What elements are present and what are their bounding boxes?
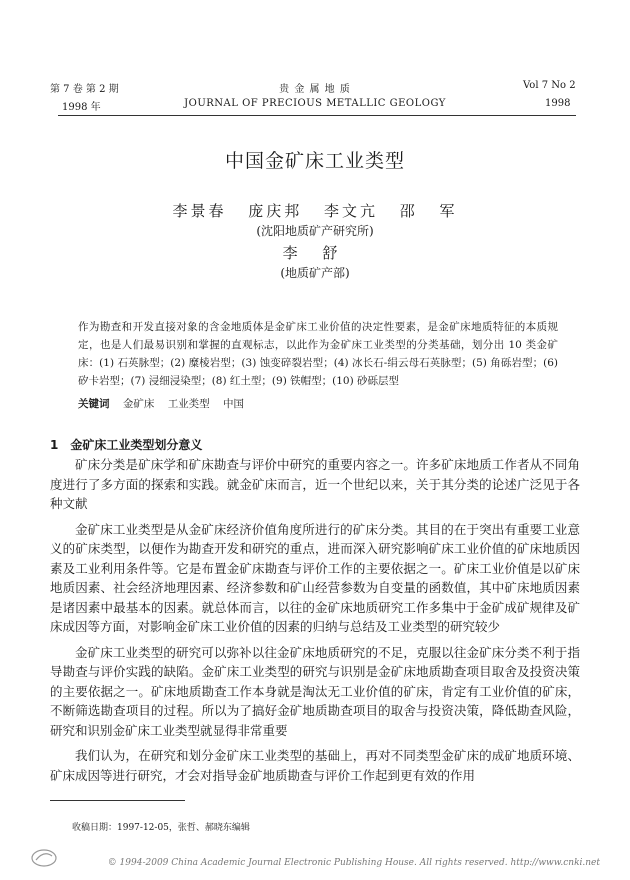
authors-line: 李景春 庞庆邦 李文亢 邵 军 bbox=[172, 202, 458, 220]
journal-name-en: JOURNAL OF PRECIOUS METALLIC GEOLOGY bbox=[184, 98, 446, 109]
body-text bbox=[50, 455, 580, 791]
volume-issue-right: Vol 7 No 2 bbox=[523, 80, 576, 91]
footnote: 收稿日期：1997-12-05，张哲、郝晓东编辑 bbox=[72, 823, 250, 833]
header-rule bbox=[58, 115, 576, 116]
year-right: 1998 bbox=[545, 98, 571, 109]
section-title: 金矿床工业类型划分意义 bbox=[70, 438, 203, 452]
keywords-label: 关键词 bbox=[78, 398, 110, 410]
volume-issue-left: 第 7 卷 第 2 期 bbox=[50, 84, 119, 95]
keywords bbox=[78, 396, 254, 411]
paragraph: 矿床分类是矿床学和矿床勘查与评价中研究的重要内容之一。许多矿床地质工作者从不同角度进行了多方面的探索和实践。就金矿床而言，近一个世纪以来，关于其分类的论述广泛见于各种文献 bbox=[50, 457, 580, 511]
section-number: 1 bbox=[50, 438, 59, 452]
keyword: 中国 bbox=[223, 398, 245, 410]
author-line-2: 李 舒 bbox=[282, 244, 348, 262]
journal-name-cn: 贵 金 属 地 质 bbox=[279, 84, 351, 95]
page-title: 中国金矿床工业类型 bbox=[224, 150, 405, 172]
footnote-rule bbox=[50, 800, 185, 801]
year-left: 1998 年 bbox=[62, 102, 101, 113]
paragraph: 金矿床工业类型是从金矿床经济价值角度所进行的矿床分类。其目的在于突出有重要工业意义的矿床类型，以便作为勘查开发和研究的重点，进而深入研究影响矿床工业价值的矿床地质因素及工业利用条件等。它是布置金矿床勘查与评价工作的主要依据之一。矿床工业价值是以矿床地质因素、社会经济地理因素、经济参数和矿山经营参数为自变量的函数值，其中矿床地质因素是诸因素中最基本的因素。就总体而言，以往的金矿床地质研究工作多集中于金矿成矿规律及矿床成因等方面，对影响金矿床工业价值的因素的归纳与总结及工业类型的研究较少 bbox=[50, 521, 580, 634]
affiliation-2: (地质矿产部) bbox=[280, 266, 350, 280]
section-heading bbox=[50, 436, 202, 453]
keyword: 工业类型 bbox=[167, 398, 210, 410]
affiliation-1: (沈阳地质矿产研究所) bbox=[256, 224, 374, 238]
paragraph: 金矿床工业类型的研究可以弥补以往金矿床地质研究的不足，克服以往金矿床分类不利于指导勘查与评价实践的缺陷。金矿床工业类型的研究与识别是金矿床地质勘查项目取舍及投资决策的主要依据之一。矿床地质勘查工作本身就是淘汰无工业价值的矿床，肯定有工业价值的矿床，不断筛选勘查项目的过程。所以为了搞好金矿地质勘查项目的取舍与投资决策，降低勘查风险，研究和识别金矿床工业类型就显得非常重要 bbox=[50, 644, 580, 738]
copyright-notice: © 1994-2009 China Academic Journal Electronic Publishing House. All rights reserved. http://www.cnki.net bbox=[107, 858, 600, 868]
paragraph: 我们认为，在研究和划分金矿床工业类型的基础上，再对不同类型金矿床的成矿地质环境、矿床成因等进行研究，才会对指导金矿地质勘查与评价工作起到更有效的作用 bbox=[50, 748, 580, 783]
keyword: 金矿床 bbox=[122, 398, 155, 410]
abstract: 作为勘查和开发直接对象的含金地质体是金矿床工业价值的决定性要素，是金矿床地质特征的本质规定，也是人们最易识别和掌握的直观标志，以此作为金矿床工业类型的分类基础，划分出 10 类金矿床：(1) 石英脉型；(2) 糜棱岩型；(3) 蚀变碎裂岩型；(4) 冰长石-绢云母石英脉型；(5) 角砾岩型；(6) 矽卡岩型；(7) 浸细浸染型；(8) 红土型；(9) 铁帽型；(10) 砂砾层型 bbox=[78, 321, 558, 387]
